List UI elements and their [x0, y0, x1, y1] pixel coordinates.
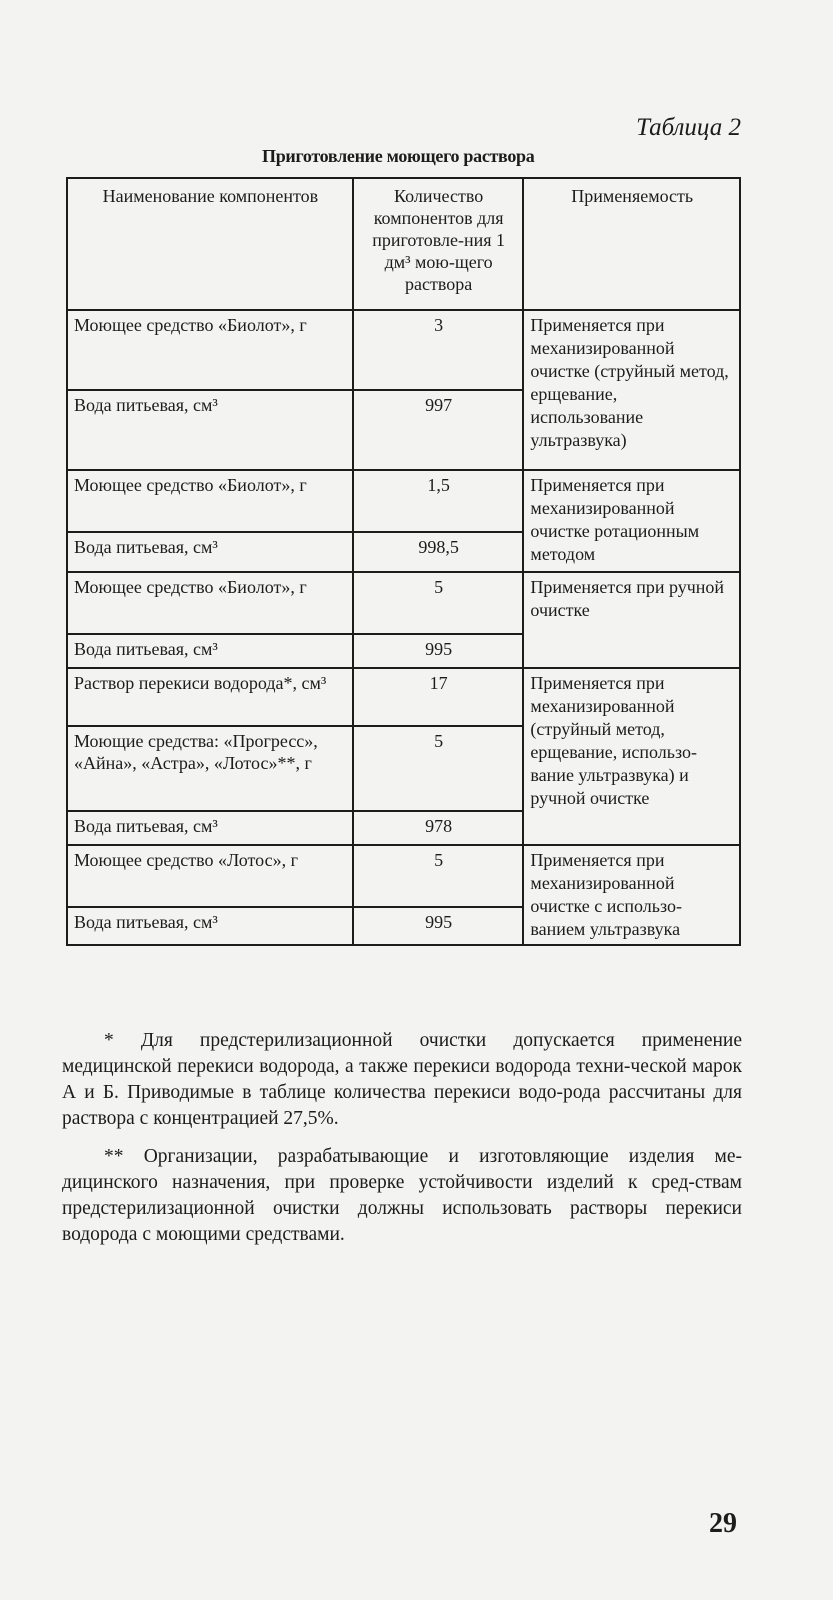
- quantity-cell: 1,5: [353, 470, 524, 532]
- footnote-2: ** Организации, разрабатывающие и изготовляющие изделия ме-дицинского назначения, при проверке устойчивости изделий к сред-ствам предстерилизационной очистки должны использовать растворы перекиси водорода с моющими средствами.: [62, 1146, 742, 1245]
- component-cell: Моющее средство «Биолот», г: [67, 310, 353, 390]
- table-row: [67, 470, 740, 532]
- component-cell: Вода питьевая, см³: [67, 634, 353, 668]
- quantity-cell: 995: [353, 634, 524, 668]
- applicability-cell: Применяется при механизированной очистке ротационным методом: [523, 470, 740, 572]
- footnotes: [62, 1028, 742, 1260]
- component-cell: Моющие средства: «Прогресс», «Айна», «Астра», «Лотос»**, г: [67, 726, 353, 811]
- component-cell: Моющее средство «Лотос», г: [67, 845, 353, 907]
- table-row: [67, 572, 740, 634]
- component-cell: Раствор перекиси водорода*, см³: [67, 668, 353, 726]
- quantity-cell: 17: [353, 668, 524, 726]
- applicability-cell: Применяется при механизированной (струйный метод, ерщевание, использо-вание ультразвука) и ручной очистке: [523, 668, 740, 845]
- page-number: 29: [709, 1508, 737, 1539]
- table-row: [67, 668, 740, 726]
- quantity-cell: 998,5: [353, 532, 524, 572]
- quantity-cell: 3: [353, 310, 524, 390]
- component-cell: Вода питьевая, см³: [67, 907, 353, 945]
- quantity-cell: 5: [353, 572, 524, 634]
- footnote-1: * Для предстерилизационной очистки допускается применение медицинской перекиси водорода, а также перекиси водорода техни-ческой марок А и Б. Приводимые в таблице количества перекиси водо-рода рассчитаны для раствора с концентрацией 27,5%.: [62, 1030, 742, 1129]
- table-header-row: [67, 178, 740, 310]
- component-cell: Моющее средство «Биолот», г: [67, 572, 353, 634]
- table-label: Таблица 2: [636, 114, 741, 141]
- table-row: [67, 310, 740, 390]
- table-row: [67, 845, 740, 907]
- quantity-cell: 997: [353, 390, 524, 470]
- quantity-cell: 978: [353, 811, 524, 845]
- cleaning-solution-table: [66, 177, 741, 946]
- component-cell: Вода питьевая, см³: [67, 811, 353, 845]
- table-title: Приготовление моющего раствора: [262, 146, 535, 166]
- quantity-cell: 5: [353, 726, 524, 811]
- header-quantity: Количество компонентов для приготовле-ния 1 дм³ мою-щего раствора: [353, 178, 524, 310]
- component-cell: Вода питьевая, см³: [67, 390, 353, 470]
- header-applicability: Применяемость: [523, 178, 740, 310]
- component-cell: Моющее средство «Биолот», г: [67, 470, 353, 532]
- component-cell: Вода питьевая, см³: [67, 532, 353, 572]
- quantity-cell: 5: [353, 845, 524, 907]
- applicability-cell: Применяется при механизированной очистке с использо-ванием ультразвука: [523, 845, 740, 945]
- header-components: Наименование компонентов: [67, 178, 353, 310]
- applicability-cell: Применяется при механизированной очистке (струйный метод, ерщевание, использование ультразвука): [523, 310, 740, 470]
- applicability-cell: Применяется при ручной очистке: [523, 572, 740, 668]
- quantity-cell: 995: [353, 907, 524, 945]
